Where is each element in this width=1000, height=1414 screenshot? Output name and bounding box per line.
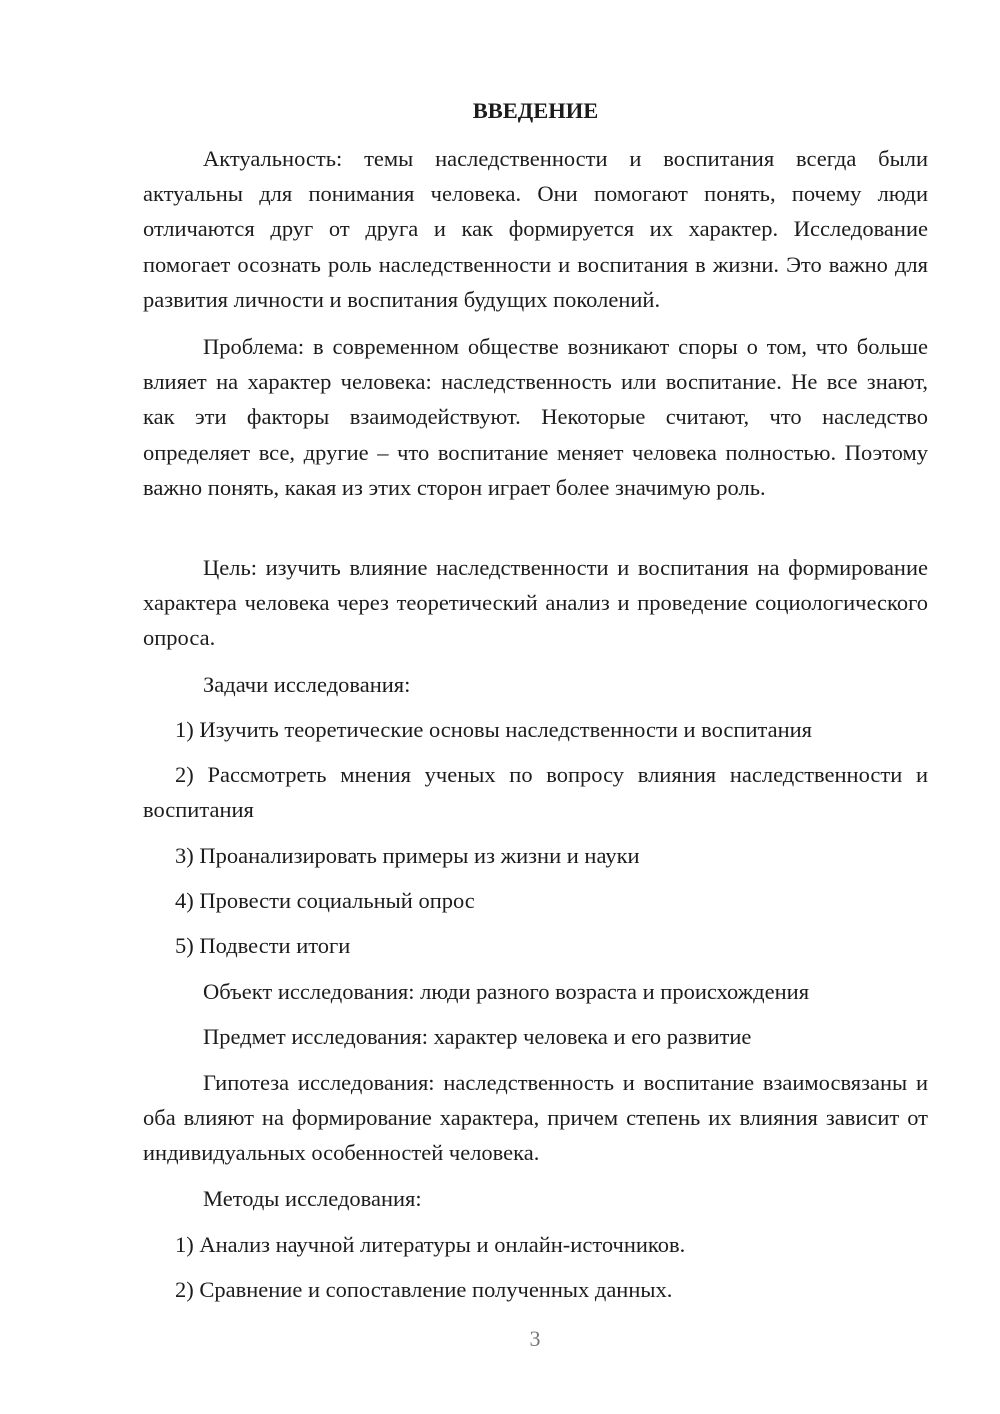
page-title: ВВЕДЕНИЕ <box>472 98 599 123</box>
tasks-heading: Задачи исследования: <box>203 672 411 697</box>
method-item: 2) Сравнение и сопоставление полученных данных. <box>175 1277 673 1302</box>
problem-paragraph: Проблема: в современном обществе возникают споры о том, что больше влияет на характер человека: наследственность или воспитание. Не все знают, как эти факторы взаимодействуют. Некоторые считают, что наследство определяет все, другие – что воспитание меняет человека полностью. Поэтому важно понять, какая из этих сторон играет более значимую роль. <box>143 334 928 500</box>
method-item: 1) Анализ научной литературы и онлайн-источников. <box>175 1232 686 1257</box>
subject-line: Предмет исследования: характер человека и его развитие <box>203 1024 752 1049</box>
relevance-paragraph: Актуальность: темы наследственности и воспитания всегда были актуальны для понимания человека. Они помогают понять, почему люди отличаются друг от друга и как формируется их характер. Исследование помогает осознать роль наследственности и воспитания в жизни. Это важно для развития личности и воспитания будущих поколений. <box>143 146 928 312</box>
task-item: 2) Рассмотреть мнения ученых по вопросу влияния наследственности и воспитания <box>143 762 928 823</box>
goal-paragraph: Цель: изучить влияние наследственности и воспитания на формирование характера человека через теоретический анализ и проведение социологического опроса. <box>143 555 928 651</box>
task-item: 1) Изучить теоретические основы наследственности и воспитания <box>175 717 813 742</box>
object-line: Объект исследования: люди разного возраста и происхождения <box>203 979 810 1004</box>
page-number: 3 <box>529 1326 541 1351</box>
task-item: 3) Проанализировать примеры из жизни и науки <box>175 843 640 868</box>
task-item: 5) Подвести итоги <box>175 933 351 958</box>
methods-heading: Методы исследования: <box>203 1186 422 1211</box>
task-item: 4) Провести социальный опрос <box>175 888 475 913</box>
hypothesis-paragraph: Гипотеза исследования: наследственность и воспитание взаимосвязаны и оба влияют на формирование характера, причем степень их влияния зависит от индивидуальных особенностей человека. <box>143 1070 928 1166</box>
